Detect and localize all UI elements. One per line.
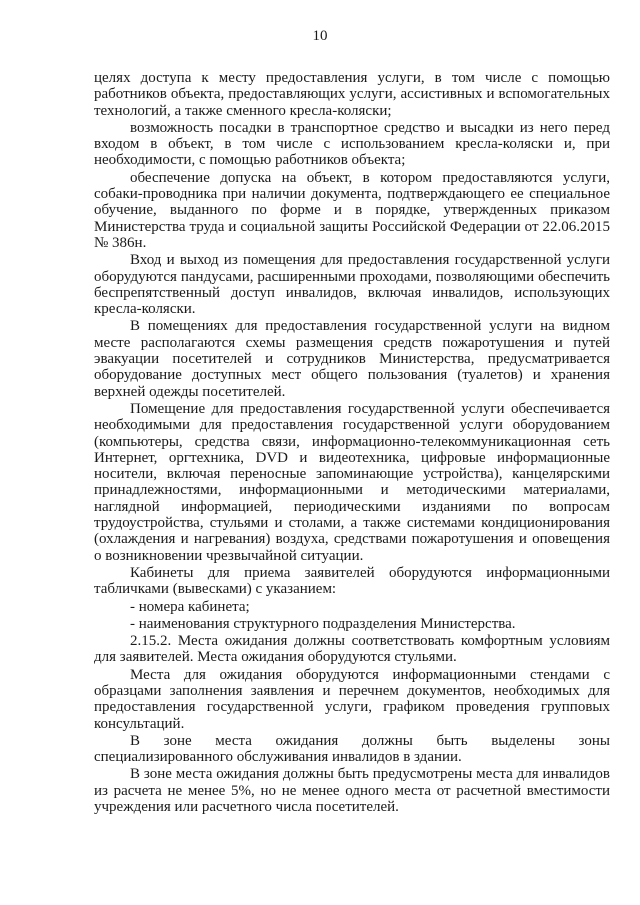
list-item-1: - номера кабинета; xyxy=(130,598,250,615)
paragraph-13: В зоне места ожидания должны быть предусмотрены места для инвалидов из расчета не менее 5%, но не менее одного места от расчетной вместимости учреждения или расчетного числа посетителей. xyxy=(94,766,610,816)
paragraph-7: Кабинеты для приема заявителей оборудуются информационными табличками (вывесками) с указанием: xyxy=(94,564,610,598)
paragraph-5: В помещениях для предоставления государственной услуги на видном месте располагаются схемы размещения средств пожаротушения и путей эвакуации посетителей и сотрудников Министерства, предусматривается оборудование доступных мест общего пользования (туалетов) и хранения верхней одежды посетителей. xyxy=(94,318,610,400)
paragraph-11: Места для ожидания оборудуются информационными стендами с образцами заполнения заявления и перечнем документов, необходимых для предоставления государственной услуги, графиком проведения групповых консультаций. xyxy=(94,666,610,732)
paragraph-12: В зоне места ожидания должны быть выделены зоны специализированного обслуживания инвалидов в здании. xyxy=(94,732,610,766)
paragraph-2: возможность посадки в транспортное средство и высадки из него перед входом в объект, в том числе с использованием кресла-коляски и, при необходимости, с помощью работников объекта; xyxy=(94,119,610,169)
paragraph-6: Помещение для предоставления государственной услуги обеспечивается необходимыми для предоставления государственной услуги оборудованием (компьютеры, средства связи, информационно-телекоммуникационная сеть Интернет, оргтехника, DVD и видеотехника, цифровые информационные носители, включая переносные запоминающие устройства), канцелярскими принадлежностями, информационными и методическими материалами, наглядной информацией, периодическими изданиями по вопросам трудоустройства, стульями и столами, а также системами кондиционирования (охлаждения и нагревания) воздуха, средствами пожаротушения и оповещения о возникновении чрезвычайной ситуации. xyxy=(94,400,610,564)
list-item-2: - наименования структурного подразделения Министерства. xyxy=(130,615,516,632)
paragraph-1: целях доступа к месту предоставления услуги, в том числе с помощью работников объекта, предоставляющих услуги, ассистивных и вспомогательных технологий, а также сменного кресла-коляски; xyxy=(94,70,610,119)
paragraph-3: обеспечение допуска на объект, в котором предоставляются услуги, собаки-проводника при наличии документа, подтверждающего ее специальное обучение, выданного по форме и в порядке, утвержденных приказом Министерства труда и социальной защиты Российской Федерации от 22.06.2015 № 386н. xyxy=(94,169,610,251)
paragraph-section-2-15-2: 2.15.2. Места ожидания должны соответствовать комфортным условиям для заявителей. Места ожидания оборудуются стульями. xyxy=(94,633,610,666)
document-body xyxy=(94,70,610,815)
page-number: 10 xyxy=(312,28,328,44)
paragraph-4: Вход и выход из помещения для предоставления государственной услуги оборудуются пандусами, расширенными проходами, позволяющими обеспечить беспрепятственный доступ инвалидов, включая инвалидов, использующих кресла-коляски. xyxy=(94,252,610,318)
